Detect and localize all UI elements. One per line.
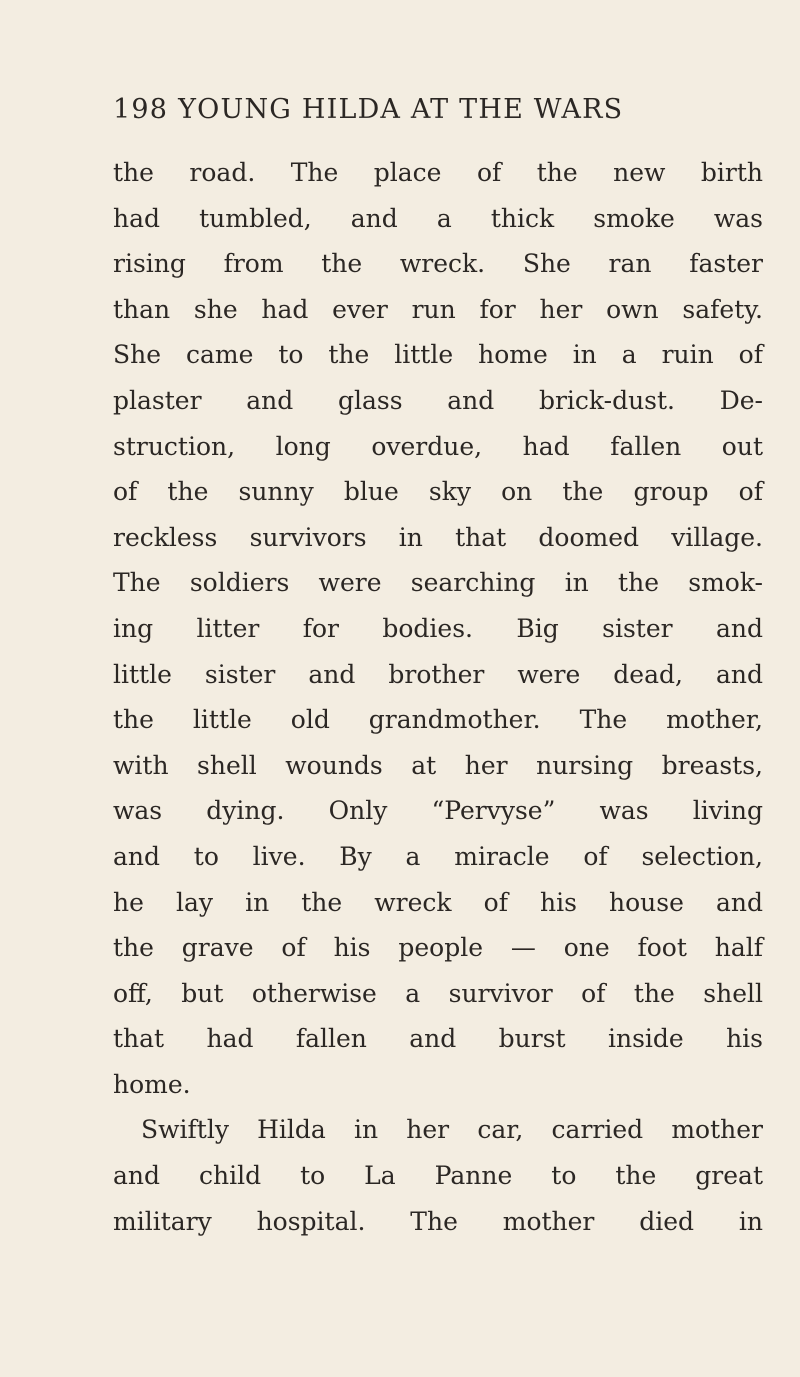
text-line-18: the grave of his people — one foot half [113,933,763,963]
text-line-14: with shell wounds at her nursing breasts, [113,750,763,780]
text-line-12: little sister and brother were dead, and [113,659,763,689]
text-line-24: military hospital. The mother died in [113,1206,763,1236]
running-head [113,90,763,130]
book-title: YOUNG HILDA AT THE WARS [178,94,624,125]
text-line-19: off, but otherwise a survivor of the shell [113,978,763,1008]
text-line-23: and child to La Panne to the great [113,1161,763,1191]
text-line-21: home. [113,1069,191,1099]
text-line-16: and to live. By a miracle of selection, [113,841,763,871]
text-line-1: the road. The place of the new birth [113,158,763,187]
text-line-11: ing litter for bodies. Big sister and [113,613,763,643]
text-line-4: than she had ever run for her own safety. [113,294,763,324]
text-line-8: of the sunny blue sky on the group of [113,477,763,507]
text-line-22: Swiftly Hilda in her car, carried mother [141,1115,763,1145]
text-line-7: struction, long overdue, had fallen out [113,431,763,461]
text-line-3: rising from the wreck. She ran faster [113,249,763,279]
text-line-2: had tumbled, and a thick smoke was [113,203,763,233]
text-line-17: he lay in the wreck of his house and [113,887,763,917]
text-line-13: the little old grandmother. The mother, [113,705,763,735]
text-line-20: that had fallen and burst inside his [113,1024,763,1054]
page-number: 198 [113,94,169,125]
text-line-15: was dying. Only “Pervyse” was living [113,796,763,826]
text-line-9: reckless survivors in that doomed village. [113,522,763,552]
text-line-5: She came to the little home in a ruin of [113,340,763,370]
text-line-6: plaster and glass and brick-dust. De- [113,385,763,415]
body-text [113,150,763,1244]
text-line-10: The soldiers were searching in the smok- [113,568,763,598]
